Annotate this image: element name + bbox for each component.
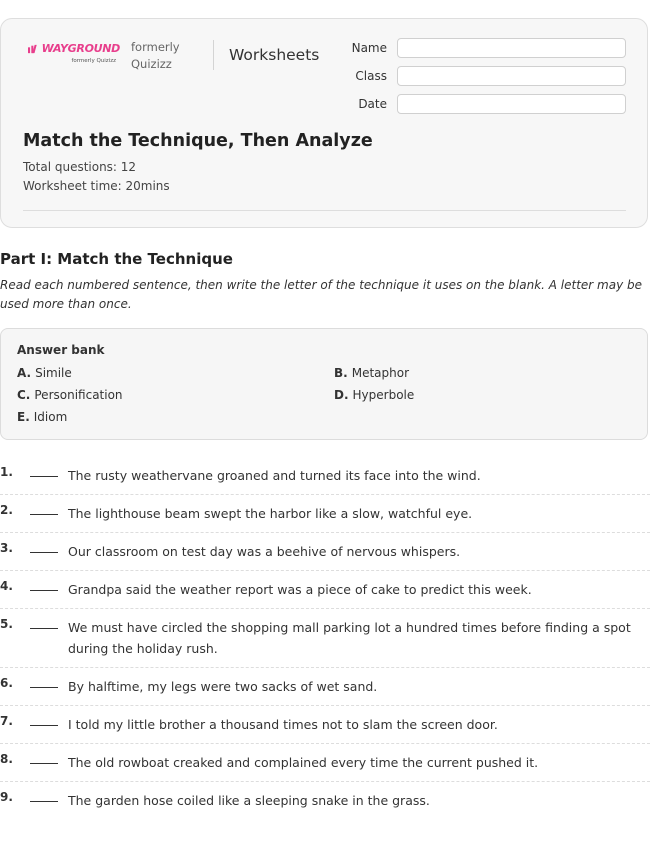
date-field[interactable]	[397, 94, 626, 114]
answer-blank[interactable]	[30, 725, 58, 726]
logo-subtext: formerly Quizizz	[71, 58, 116, 64]
answer-blank[interactable]	[30, 476, 58, 477]
worksheets-label: Worksheets	[229, 46, 320, 64]
name-field[interactable]	[397, 38, 626, 58]
class-field[interactable]	[397, 66, 626, 86]
logo-wordmark: WAYGROUND	[41, 42, 120, 55]
question-number: 9.	[0, 790, 13, 804]
question-text: The rusty weathervane groaned and turned its face into the wind.	[68, 468, 481, 483]
question-number: 3.	[0, 541, 13, 555]
question-text: The lighthouse beam swept the harbor like a slow, watchful eye.	[68, 506, 473, 521]
question-separator	[0, 743, 650, 744]
logo-mark-icon	[28, 44, 40, 54]
question-separator	[0, 494, 650, 495]
question-text: The old rowboat creaked and complained every time the current pushed it.	[68, 755, 539, 770]
question-number: 2.	[0, 503, 13, 517]
question-separator	[0, 532, 650, 533]
answer-blank[interactable]	[30, 552, 58, 553]
question-number: 7.	[0, 714, 13, 728]
class-label: Class	[355, 69, 387, 83]
bank-option: C. Personification	[17, 388, 123, 402]
question-number: 6.	[0, 676, 13, 690]
header-divider	[213, 40, 214, 70]
question-number: 4.	[0, 579, 13, 593]
bank-option: E. Idiom	[17, 410, 68, 424]
question-separator	[0, 705, 650, 706]
answer-blank[interactable]	[30, 801, 58, 802]
question-text: The garden hose coiled like a sleeping snake in the grass.	[68, 793, 430, 808]
answer-blank[interactable]	[30, 687, 58, 688]
part-instructions: Read each numbered sentence, then write the letter of the technique it uses on the blank. A letter may be used more than once.	[0, 278, 643, 311]
formerly-line: formerly	[131, 40, 180, 54]
question-separator	[0, 781, 650, 782]
answer-bank	[0, 328, 648, 440]
bank-option: A. Simile	[17, 366, 72, 380]
header-bottom-divider	[23, 210, 626, 211]
name-label: Name	[351, 41, 387, 55]
part-title: Part I: Match the Technique	[0, 250, 233, 268]
answer-blank[interactable]	[30, 590, 58, 591]
question-text: Grandpa said the weather report was a piece of cake to predict this week.	[68, 582, 532, 597]
quizizz-line: Quizizz	[131, 57, 172, 71]
date-label: Date	[358, 97, 387, 111]
question-text: I told my little brother a thousand times not to slam the screen door.	[68, 717, 498, 732]
answer-bank-title: Answer bank	[17, 343, 105, 357]
question-separator	[0, 608, 650, 609]
question-text: We must have circled the shopping mall parking lot a hundred times before finding a spot during the holiday rush.	[68, 620, 631, 656]
bank-option: D. Hyperbole	[334, 388, 415, 402]
answer-blank[interactable]	[30, 628, 58, 629]
worksheet-time: Worksheet time: 20mins	[23, 179, 170, 193]
question-number: 1.	[0, 465, 13, 479]
bank-option: B. Metaphor	[334, 366, 410, 380]
question-separator	[0, 570, 650, 571]
answer-blank[interactable]	[30, 763, 58, 764]
question-number: 5.	[0, 617, 13, 631]
question-text: By halftime, my legs were two sacks of wet sand.	[68, 679, 378, 694]
wayground-logo	[28, 42, 120, 64]
answer-blank[interactable]	[30, 514, 58, 515]
question-text: Our classroom on test day was a beehive of nervous whispers.	[68, 544, 461, 559]
question-separator	[0, 667, 650, 668]
total-questions: Total questions: 12	[23, 160, 137, 174]
question-number: 8.	[0, 752, 13, 766]
worksheet-title: Match the Technique, Then Analyze	[23, 131, 373, 151]
formerly-quizizz	[131, 39, 180, 73]
